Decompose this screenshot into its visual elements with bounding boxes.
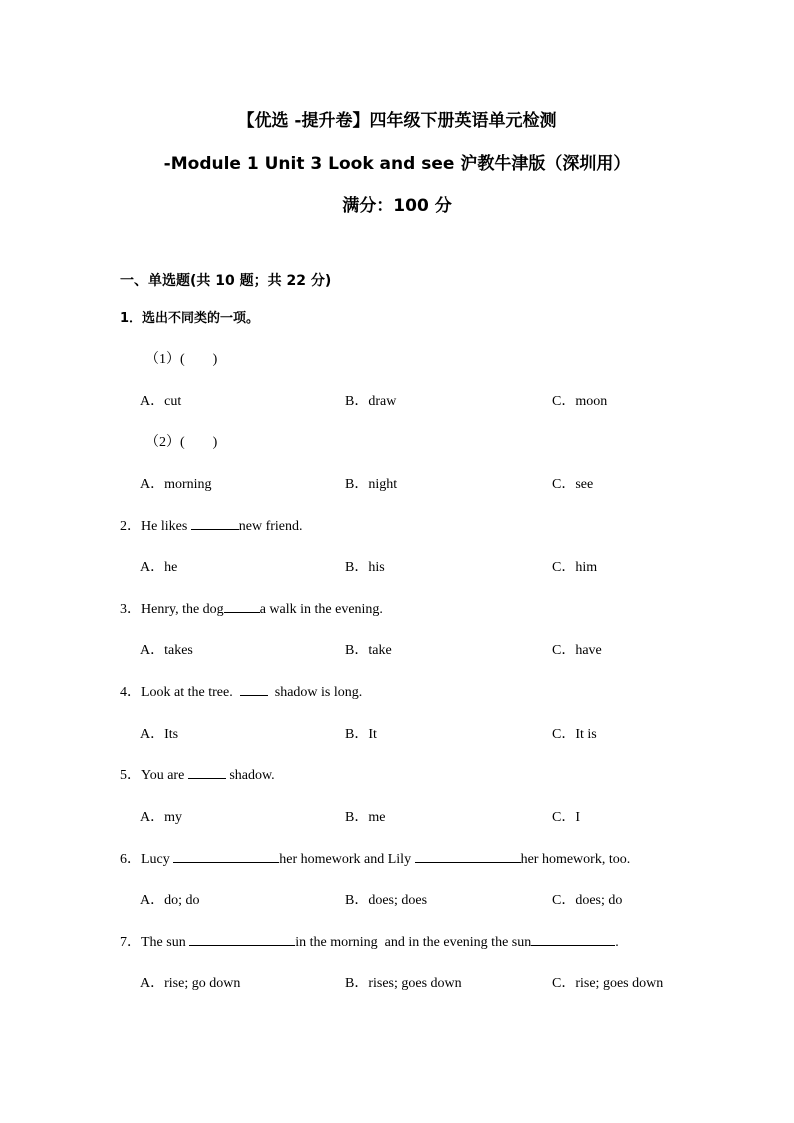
q7-option-b[interactable]: B．rises; goes down <box>345 976 462 991</box>
question-5-stem <box>120 764 275 784</box>
q2-option-b[interactable]: B．his <box>345 560 385 575</box>
q2-text-pre: 2．He likes <box>120 519 191 534</box>
q7-text-post: . <box>615 935 619 950</box>
q3-text-post: a walk in the evening. <box>259 602 383 617</box>
q6-text-pre: 6．Lucy <box>120 852 174 867</box>
document-subtitle: -Module 1 Unit 3 Look and see 沪教牛津版（深圳用） <box>163 154 631 174</box>
answer-blank <box>224 600 260 613</box>
q3-option-c[interactable]: C．have <box>552 643 602 658</box>
q4-text-post: shadow is long. <box>267 685 363 700</box>
q4-option-c[interactable]: C．It is <box>552 727 597 742</box>
q4-text-pre: 4．Look at the tree. <box>120 685 240 700</box>
q2-option-a[interactable]: A．he <box>140 560 178 575</box>
document-title: 【优选 -提升卷】四年级下册英语单元检测 <box>237 111 557 131</box>
q7-text-mid: in the morning and in the evening the sun <box>295 935 532 950</box>
answer-blank <box>240 683 268 696</box>
q4-option-a[interactable]: A．Its <box>140 727 179 742</box>
q2-option-c[interactable]: C．him <box>552 560 598 575</box>
q4-option-b[interactable]: B．It <box>345 727 377 742</box>
q7-option-c[interactable]: C．rise; goes down <box>552 976 664 991</box>
q5-option-c[interactable]: C．I <box>552 810 580 825</box>
q7-option-a[interactable]: A．rise; go down <box>140 976 241 991</box>
section-heading: 一、单选题(共 10 题；共 22 分) <box>120 273 332 289</box>
question-6-stem <box>120 848 630 868</box>
answer-blank <box>415 850 521 863</box>
q6-option-b[interactable]: B．does; does <box>345 893 428 908</box>
question-7-stem <box>120 931 619 951</box>
answer-blank <box>189 933 295 946</box>
q5-text-post: shadow. <box>225 768 275 783</box>
q7-text-pre: 7．The sun <box>120 935 190 950</box>
q5-option-b[interactable]: B．me <box>345 810 386 825</box>
q2-text-post: new friend. <box>238 519 303 534</box>
q3-option-a[interactable]: A．takes <box>140 643 193 658</box>
q1-2-option-c[interactable]: C．see <box>552 477 594 492</box>
q6-option-c[interactable]: C．does; do <box>552 893 623 908</box>
answer-blank <box>188 766 226 779</box>
question-2-stem <box>120 515 303 535</box>
answer-blank <box>173 850 279 863</box>
q5-text-pre: 5．You are <box>120 768 188 783</box>
q1-2-option-b[interactable]: B．night <box>345 477 398 492</box>
answer-blank <box>191 517 239 530</box>
q1-1-option-a[interactable]: A．cut <box>140 394 182 409</box>
q3-option-b[interactable]: B．take <box>345 643 392 658</box>
q5-option-a[interactable]: A．my <box>140 810 182 825</box>
question-1-sub-1: （1）( ) <box>145 352 218 367</box>
q6-option-a[interactable]: A．do; do <box>140 893 200 908</box>
question-4-stem <box>120 681 362 701</box>
q3-text-pre: 3．Henry, the dog <box>120 602 224 617</box>
q1-1-option-c[interactable]: C．moon <box>552 394 608 409</box>
answer-blank <box>531 933 615 946</box>
question-1-stem: 1．选出不同类的一项。 <box>120 311 260 326</box>
question-3-stem <box>120 598 383 618</box>
question-1-sub-2: （2）( ) <box>145 435 218 450</box>
q6-text-mid-pre: her homework <box>279 852 361 867</box>
q6-text-post: her homework, too. <box>520 852 631 867</box>
full-score: 满分：100 分 <box>342 196 452 216</box>
q1-2-option-a[interactable]: A．morning <box>140 477 212 492</box>
q1-1-option-b[interactable]: B．draw <box>345 394 397 409</box>
q6-text-mid: and Lily <box>360 852 415 867</box>
